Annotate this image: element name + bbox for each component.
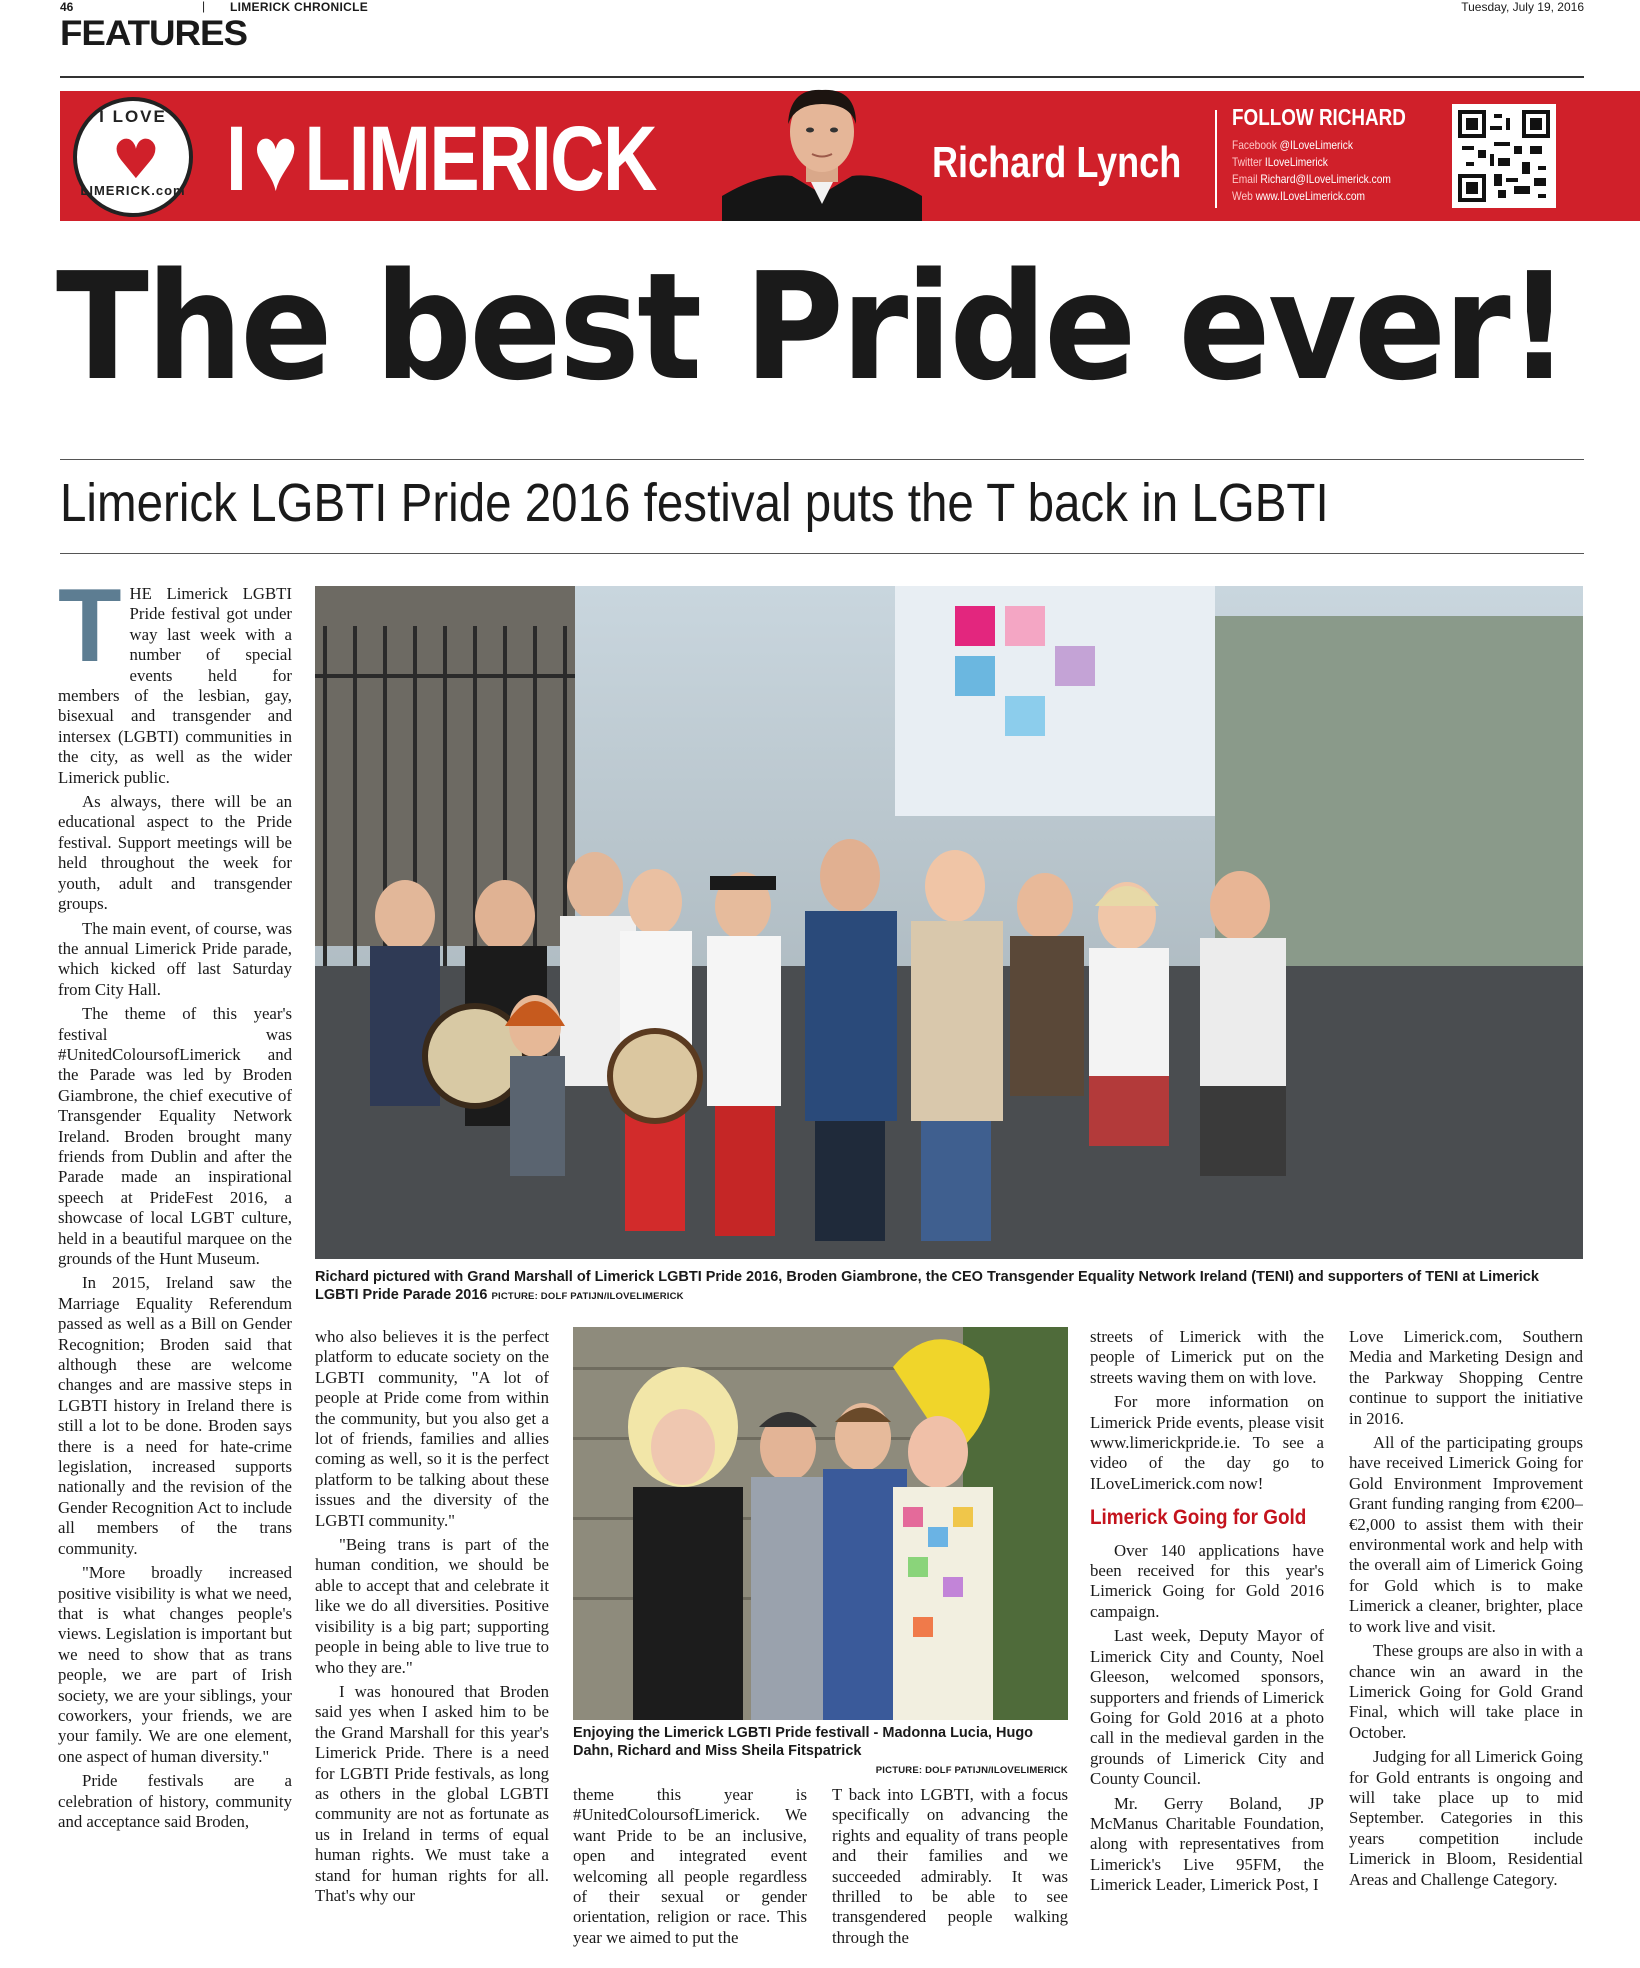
article-paragraph: I was honoured that Broden said yes when I asked him to be the Grand Marshall for this year's Limerick Pride. There is a need for LGBTI Pride festivals, as long as others in the global LGBTI community are not as fortunate as us in Ireland in terms of equal human rights. We must take a stand for human rights for all. That's why our	[315, 1681, 549, 1905]
ilovelimerick-logo	[73, 97, 193, 217]
article-column-4	[832, 1785, 1068, 1968]
brand-heart-icon: ♥	[253, 108, 297, 210]
author-photo	[722, 84, 922, 221]
article-paragraph: Love Limerick.com, Southern Media and Marketing Design and the Parkway Shopping Centre continue to support the initiative in 2016.	[1349, 1327, 1583, 1428]
logo-bottom-text: LIMERICK.com	[80, 183, 186, 198]
main-photo-credit: PICTURE: DOLF PATIJN/ILOVELIMERICK	[491, 1291, 684, 1302]
follow-web: Web www.ILoveLimerick.com	[1232, 189, 1366, 203]
article-column-5	[1090, 1327, 1324, 1968]
article-column-6	[1349, 1327, 1583, 1968]
article-column-1	[58, 584, 292, 1968]
main-photo	[315, 586, 1583, 1259]
headline-rule	[60, 459, 1584, 460]
subhead-going-for-gold: Limerick Going for Gold	[1090, 1506, 1307, 1530]
article-paragraph: The theme of this year's festival was #UnitedColoursofLimerick and the Parade was led by Broden Giambrone, the chief executive of Transgender Equality Network Ireland. Broden brought many friends from Dublin and after the Parade made an inspirational speech at PrideFest 2016, a showcase of local LGBT culture, held in a beautiful marquee on the grounds of the Hunt Museum.	[58, 1004, 292, 1268]
article-paragraph: who also believes it is the perfect platform to educate society on the LGBTI community, "A lot of people at Pride come from within the community, but you also get a lot of friends, families and allies coming as well, so it is the perfect platform to be talking about these issues and the diversity of the LGBTI community."	[315, 1327, 549, 1530]
article-paragraph: As always, there will be an educational aspect to the Pride festival. Support meetings will be held throughout the week for youth, adult and transgender groups.	[58, 792, 292, 914]
brand-prefix: I	[226, 108, 246, 210]
newspaper-name: LIMERICK CHRONICLE	[230, 0, 369, 14]
follow-twitter: Twitter ILoveLimerick	[1232, 155, 1328, 169]
heart-icon: ♥	[111, 128, 161, 191]
article-column-3	[573, 1785, 807, 1968]
brand-suffix: LIMERICK	[304, 108, 656, 210]
author-name: Richard Lynch	[932, 138, 1182, 187]
article-paragraph: theme this year is #UnitedColoursofLimerick. We want Pride to be an inclusive, open and integrated event welcoming all people regardless of their sexual or gender orientation, religion or race. This year we aimed to put the	[573, 1785, 807, 1947]
article-paragraph: T back into LGBTI, with a focus specifically on advancing the rights and equality of trans people and their families and we succeeded admirably. It was thrilled to be able to see transgendered people walking through the	[832, 1785, 1068, 1947]
drop-cap: T	[58, 584, 122, 684]
article-paragraph: Over 140 applications have been received for this year's Limerick Going for Gold 2016 campaign.	[1090, 1540, 1324, 1621]
main-photo-caption: Richard pictured with Grand Marshall of Limerick LGBTI Pride 2016, Broden Giambrone, the CEO Transgender Equality Network Ireland (TENI) and supporters of TENI at Limerick LGBTI Pride Parade 2016 PICTURE: DOLF PATIJN/ILOVELIMERICK	[315, 1269, 1539, 1303]
deck-rule	[60, 553, 1584, 554]
article-paragraph: These groups are also in with a chance win an award in the Limerick Going for Gold Grand Final, which will take place in October.	[1349, 1641, 1583, 1742]
article-column-2	[315, 1327, 549, 1968]
logo-top-text: I LOVE	[99, 107, 167, 126]
page-number: 46	[60, 0, 74, 14]
header-separator: |	[202, 0, 206, 13]
article-paragraph: All of the participating groups have received Limerick Going for Gold Environment Improvement Grant funding ranging from €200–€2,000 to assist them with their environmental work and help with the overall aim of Limerick Going for Gold which is to make Limerick a cleaner, brighter, place to work live and visit.	[1349, 1433, 1583, 1636]
page-header	[60, 0, 1584, 14]
article-paragraph: "Being trans is part of the human condition, we should be able to accept that and celebrate it like we do all diversities. Positive visibility is a big part; supporting people in being able to live true to who they are."	[315, 1535, 549, 1677]
article-paragraph: HE Limerick LGBTI Pride festival got under way last week with a number of special events held for members of the lesbian, gay, bisexual and transgender and intersex (LGBTI) communities in the city, as well as the wider Limerick public.	[58, 584, 292, 787]
second-photo-credit: PICTURE: DOLF PATIJN/ILOVELIMERICK	[875, 1765, 1068, 1776]
article-paragraph: Judging for all Limerick Going for Gold entrants is ongoing and will take place up to mid September. Categories in this years competition include Limerick in Bloom, Residential Areas and Challenge Category.	[1349, 1747, 1583, 1889]
headline: The best Pride ever!	[56, 241, 1568, 413]
column-brand	[226, 104, 656, 214]
article-paragraph: Last week, Deputy Mayor of Limerick City and County, Noel Gleeson, welcomed sponsors, supporters and friends of Limerick Going for Gold 2016 at a photo call in the medieval garden in the grounds of Limerick City and County Council.	[1090, 1626, 1324, 1789]
article-paragraph: Mr. Gerry Boland, JP McManus Charitable Foundation, along with representatives from Limerick's Live 95FM, the Limerick Leader, Limerick Post, I	[1090, 1793, 1324, 1895]
article-paragraph: Pride festivals are a celebration of history, community and acceptance said Broden,	[58, 1771, 292, 1831]
header-rule	[60, 76, 1584, 78]
follow-facebook: Facebook @ILoveLimerick	[1232, 138, 1353, 152]
article-paragraph: In 2015, Ireland saw the Marriage Equality Referendum passed as well as a Bill on Gender Recognition; Broden said that although these are welcome changes and are massive steps in LGBTI history in Ireland there is still a lot to be done. Broden says there is a need for hate-crime legislation, increased supports nationally and the revision of the Gender Recognition Act to include all members of the trans community.	[58, 1273, 292, 1558]
article-paragraph: The main event, of course, was the annual Limerick Pride parade, which kicked off last Saturday from City Hall.	[58, 918, 292, 999]
follow-title: FOLLOW RICHARD	[1232, 104, 1406, 130]
second-photo	[573, 1327, 1068, 1720]
issue-date: Tuesday, July 19, 2016	[1461, 0, 1584, 14]
article-paragraph: For more information on Limerick Pride events, please visit www.limerickpride.ie. To see a video of the day go to ILoveLimerick.com now!	[1090, 1392, 1324, 1493]
deck: Limerick LGBTI Pride 2016 festival puts the T back in LGBTI	[60, 473, 1329, 533]
second-photo-caption: Enjoying the Limerick LGBTI Pride festivall - Madonna Lucia, Hugo Dahn, Richard and Miss Sheila Fitspatrick	[573, 1725, 1034, 1759]
follow-email: Email Richard@ILoveLimerick.com	[1232, 172, 1391, 186]
qr-code	[1452, 104, 1556, 208]
article-paragraph: "More broadly increased positive visibility is what we need, that is what changes people's views. Legislation is important but we need to show that as trans people, we are part of Irish society, we are your siblings, your coworkers, your friends, we are your family. We are one element, one aspect of human diversity."	[58, 1563, 292, 1766]
banner-divider	[1215, 110, 1217, 208]
follow-list	[1232, 137, 1391, 205]
article-paragraph: streets of Limerick with the people of Limerick put on the streets waving them on with love.	[1090, 1327, 1324, 1387]
section-title: FEATURES	[60, 14, 247, 53]
